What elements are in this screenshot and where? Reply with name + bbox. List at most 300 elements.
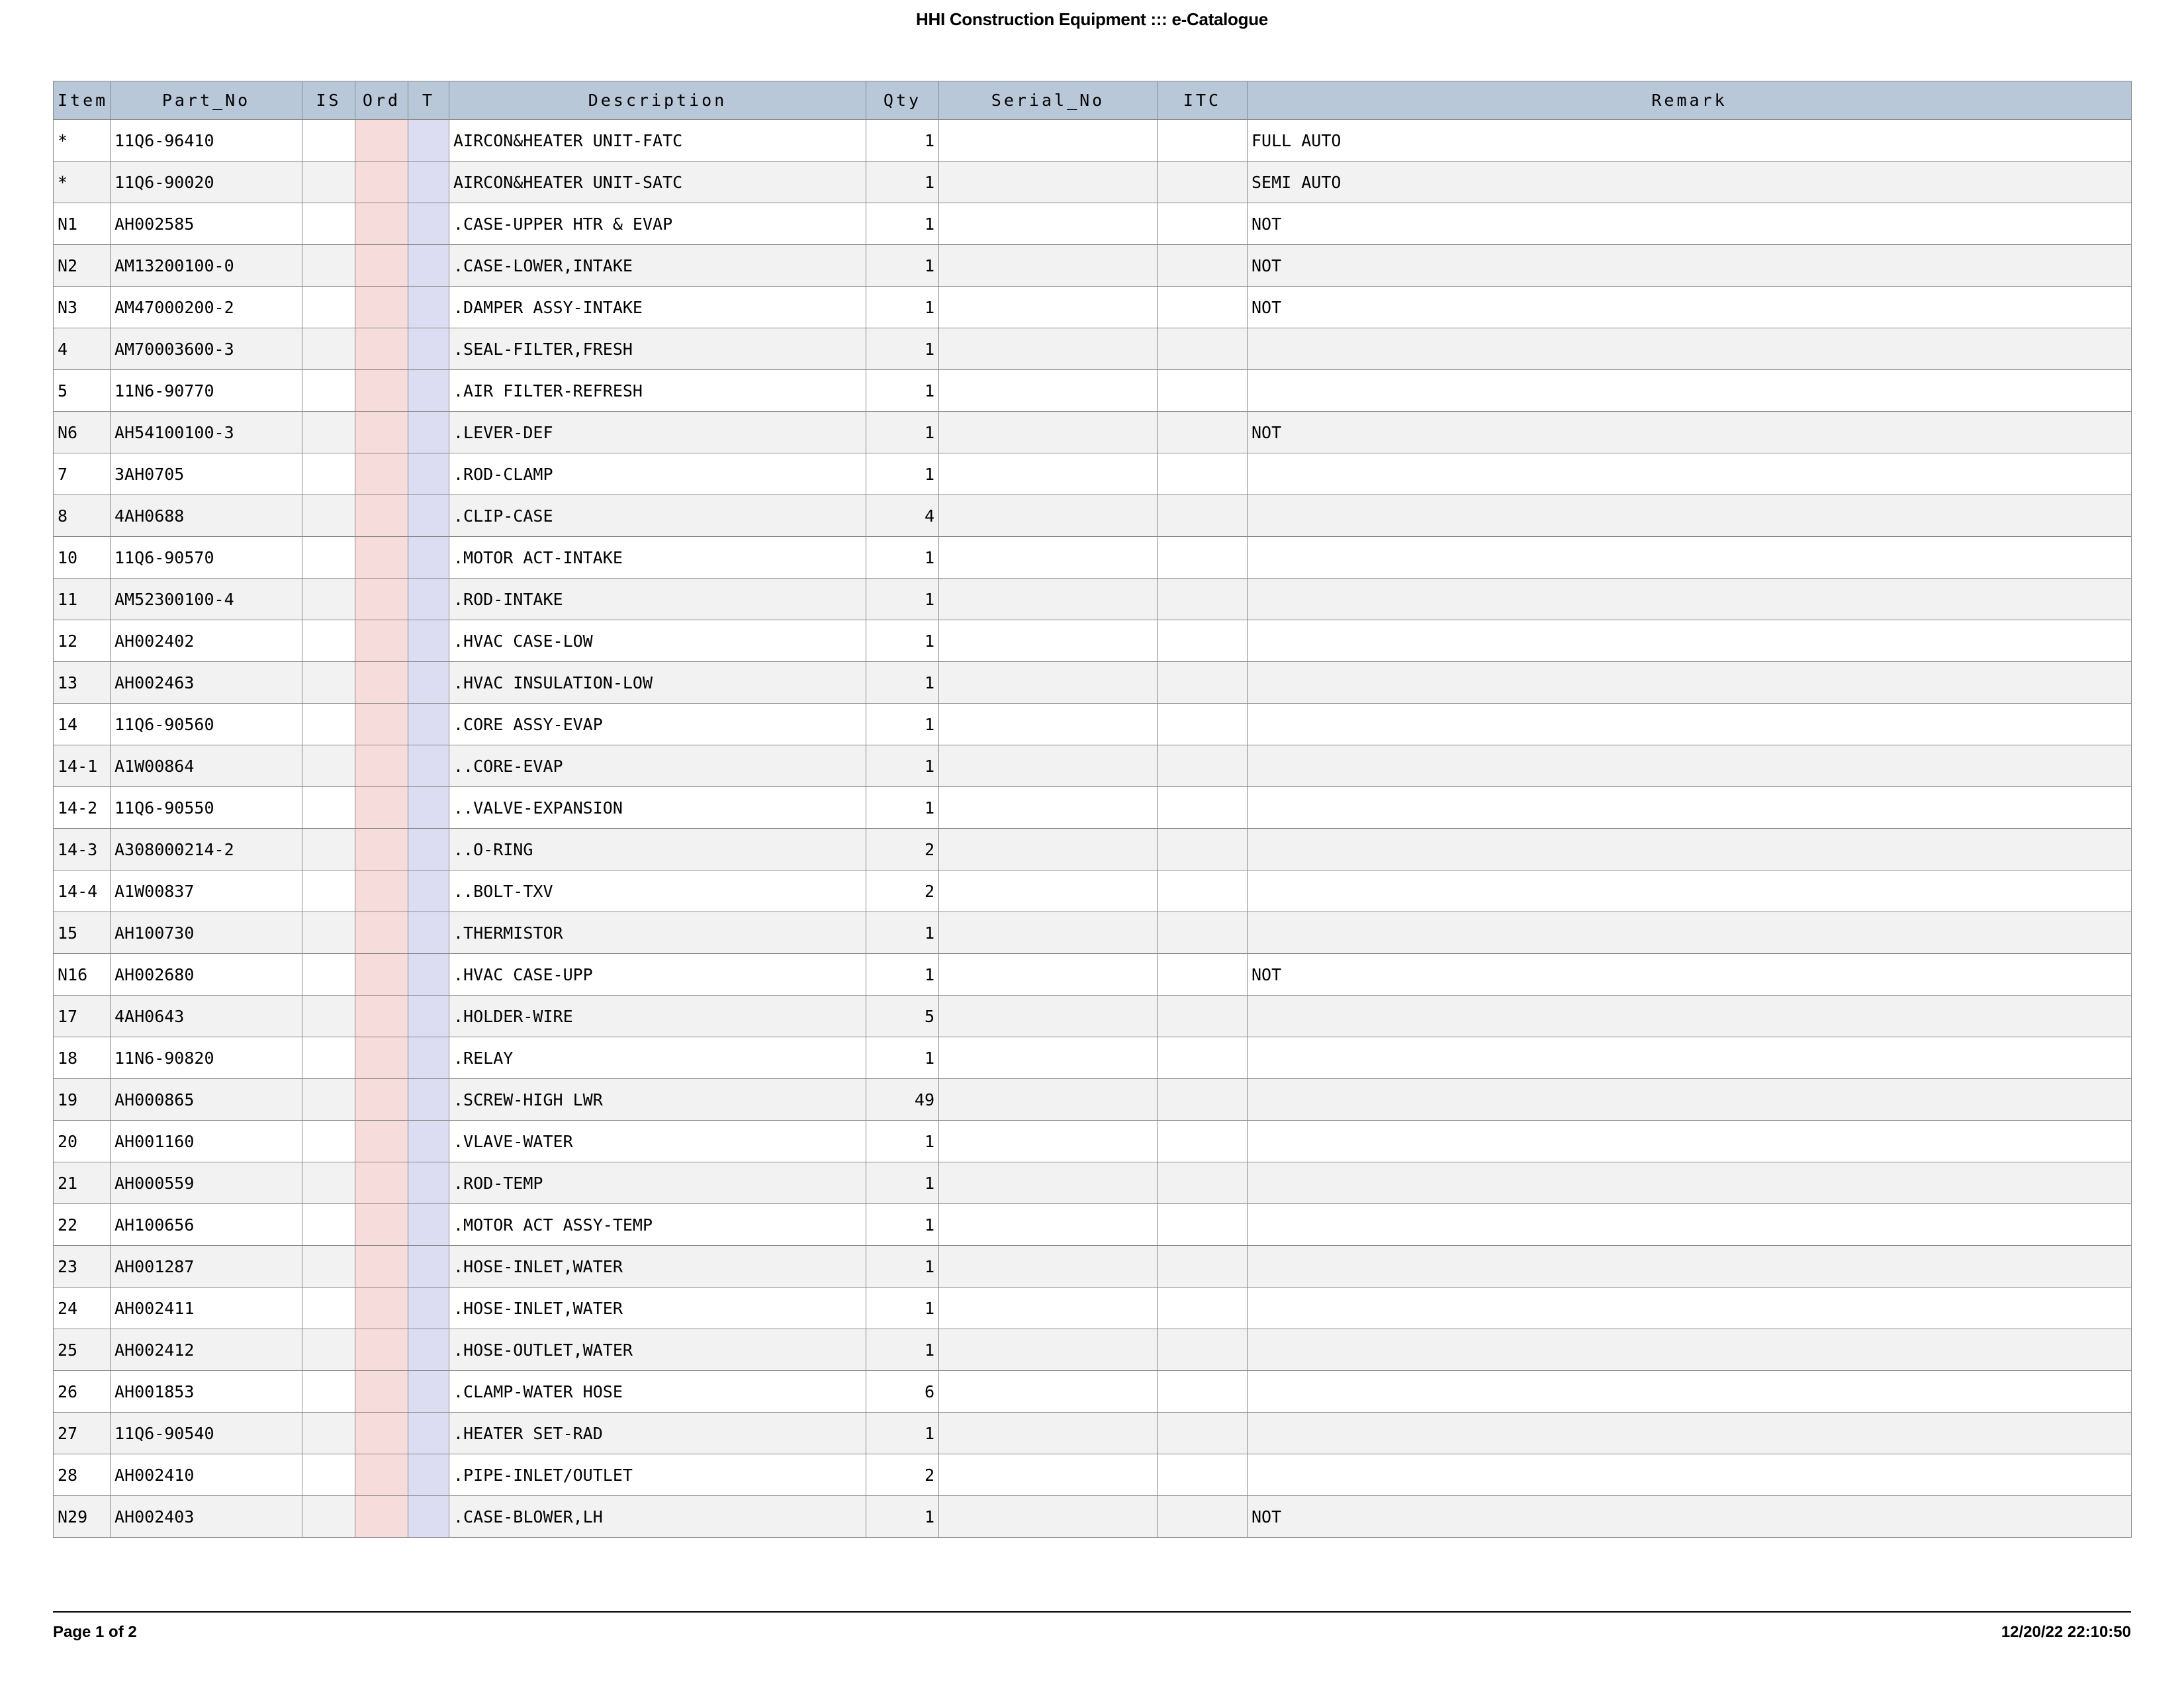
cell-description: ..O-RING — [449, 829, 866, 870]
cell-t — [408, 996, 449, 1037]
cell-item: 7 — [54, 453, 111, 495]
cell-description: .HEATER SET-RAD — [449, 1413, 866, 1454]
cell-qty: 1 — [866, 1121, 939, 1162]
cell-itc — [1158, 996, 1248, 1037]
cell-part-no: AH002463 — [111, 662, 302, 704]
table-row[interactable] — [54, 912, 2132, 954]
page-number: Page 1 of 2 — [53, 1623, 137, 1641]
cell-remark — [1248, 787, 2132, 829]
cell-t — [408, 287, 449, 328]
table-header-row — [54, 81, 2132, 120]
cell-qty: 4 — [866, 495, 939, 537]
cell-remark — [1248, 579, 2132, 620]
cell-ord — [355, 745, 408, 787]
cell-description: .SCREW-HIGH LWR — [449, 1079, 866, 1121]
cell-remark — [1248, 620, 2132, 662]
cell-part-no: A1W00864 — [111, 745, 302, 787]
cell-qty: 2 — [866, 1454, 939, 1496]
cell-part-no: 11Q6-96410 — [111, 120, 302, 162]
cell-serial-no — [939, 1162, 1158, 1204]
table-row[interactable] — [54, 1037, 2132, 1079]
cell-itc — [1158, 537, 1248, 579]
table-row[interactable] — [54, 1121, 2132, 1162]
column-header-serial-no: Serial_No — [939, 81, 1158, 120]
cell-part-no: AH002680 — [111, 954, 302, 996]
cell-qty: 1 — [866, 1413, 939, 1454]
cell-remark — [1248, 328, 2132, 370]
cell-serial-no — [939, 120, 1158, 162]
cell-ord — [355, 495, 408, 537]
cell-ord — [355, 870, 408, 912]
cell-part-no: AH54100100-3 — [111, 412, 302, 453]
cell-serial-no — [939, 579, 1158, 620]
cell-serial-no — [939, 328, 1158, 370]
parts-table — [53, 81, 2132, 1538]
table-row[interactable] — [54, 620, 2132, 662]
cell-item: N1 — [54, 203, 111, 245]
cell-part-no: 11N6-90820 — [111, 1037, 302, 1079]
cell-qty: 49 — [866, 1079, 939, 1121]
table-row[interactable] — [54, 120, 2132, 162]
cell-part-no: 11Q6-90540 — [111, 1413, 302, 1454]
cell-ord — [355, 996, 408, 1037]
cell-serial-no — [939, 912, 1158, 954]
cell-is — [302, 1496, 355, 1538]
cell-itc — [1158, 245, 1248, 287]
cell-remark — [1248, 912, 2132, 954]
table-row[interactable] — [54, 1496, 2132, 1538]
cell-is — [302, 1162, 355, 1204]
cell-serial-no — [939, 704, 1158, 745]
cell-remark — [1248, 996, 2132, 1037]
cell-is — [302, 1121, 355, 1162]
cell-is — [302, 996, 355, 1037]
cell-is — [302, 412, 355, 453]
cell-itc — [1158, 162, 1248, 203]
cell-part-no: AH100656 — [111, 1204, 302, 1246]
cell-itc — [1158, 1371, 1248, 1413]
cell-description: .MOTOR ACT ASSY-TEMP — [449, 1204, 866, 1246]
cell-serial-no — [939, 1079, 1158, 1121]
cell-ord — [355, 120, 408, 162]
cell-remark — [1248, 870, 2132, 912]
cell-item: 28 — [54, 1454, 111, 1496]
cell-part-no: AH002402 — [111, 620, 302, 662]
cell-part-no: 11Q6-90020 — [111, 162, 302, 203]
cell-itc — [1158, 370, 1248, 412]
cell-is — [302, 328, 355, 370]
column-header-qty: Qty — [866, 81, 939, 120]
cell-item: 26 — [54, 1371, 111, 1413]
cell-remark — [1248, 1079, 2132, 1121]
cell-is — [302, 1329, 355, 1371]
cell-description: .RELAY — [449, 1037, 866, 1079]
table-row[interactable] — [54, 453, 2132, 495]
table-row[interactable] — [54, 1371, 2132, 1413]
page-title: HHI Construction Equipment ::: e-Catalogue — [916, 9, 1268, 29]
table-row[interactable] — [54, 996, 2132, 1037]
cell-itc — [1158, 787, 1248, 829]
cell-remark: NOT — [1248, 203, 2132, 245]
cell-item: 14-3 — [54, 829, 111, 870]
cell-is — [302, 829, 355, 870]
cell-serial-no — [939, 745, 1158, 787]
cell-ord — [355, 1121, 408, 1162]
cell-part-no: AH002585 — [111, 203, 302, 245]
cell-item: 12 — [54, 620, 111, 662]
cell-description: .ROD-CLAMP — [449, 453, 866, 495]
cell-item: 14-1 — [54, 745, 111, 787]
column-header-t: T — [408, 81, 449, 120]
table-row[interactable] — [54, 1246, 2132, 1288]
cell-itc — [1158, 620, 1248, 662]
column-header-is: IS — [302, 81, 355, 120]
cell-ord — [355, 620, 408, 662]
cell-itc — [1158, 328, 1248, 370]
cell-is — [302, 1454, 355, 1496]
cell-itc — [1158, 1288, 1248, 1329]
cell-serial-no — [939, 1454, 1158, 1496]
cell-item: 25 — [54, 1329, 111, 1371]
cell-part-no: 4AH0643 — [111, 996, 302, 1037]
cell-itc — [1158, 579, 1248, 620]
table-row[interactable] — [54, 287, 2132, 328]
cell-item: * — [54, 120, 111, 162]
cell-remark — [1248, 1037, 2132, 1079]
cell-remark — [1248, 1121, 2132, 1162]
cell-itc — [1158, 870, 1248, 912]
cell-qty: 1 — [866, 787, 939, 829]
cell-qty: 1 — [866, 203, 939, 245]
cell-ord — [355, 1162, 408, 1204]
cell-t — [408, 1371, 449, 1413]
cell-serial-no — [939, 1329, 1158, 1371]
cell-item: N2 — [54, 245, 111, 287]
cell-is — [302, 912, 355, 954]
cell-qty: 1 — [866, 120, 939, 162]
cell-serial-no — [939, 1037, 1158, 1079]
cell-is — [302, 1246, 355, 1288]
cell-serial-no — [939, 1246, 1158, 1288]
cell-remark — [1248, 1413, 2132, 1454]
cell-item: 5 — [54, 370, 111, 412]
cell-is — [302, 1037, 355, 1079]
cell-qty: 1 — [866, 1288, 939, 1329]
cell-serial-no — [939, 495, 1158, 537]
cell-t — [408, 495, 449, 537]
cell-ord — [355, 412, 408, 453]
cell-serial-no — [939, 453, 1158, 495]
cell-item: 21 — [54, 1162, 111, 1204]
cell-remark — [1248, 1288, 2132, 1329]
table-row[interactable] — [54, 1162, 2132, 1204]
cell-remark — [1248, 1371, 2132, 1413]
cell-is — [302, 120, 355, 162]
cell-qty: 1 — [866, 662, 939, 704]
cell-item: N29 — [54, 1496, 111, 1538]
cell-itc — [1158, 912, 1248, 954]
cell-t — [408, 245, 449, 287]
cell-t — [408, 1496, 449, 1538]
cell-description: .ROD-TEMP — [449, 1162, 866, 1204]
cell-remark: NOT — [1248, 245, 2132, 287]
cell-ord — [355, 787, 408, 829]
table-row[interactable] — [54, 829, 2132, 870]
table-row[interactable] — [54, 579, 2132, 620]
cell-part-no: AM13200100-0 — [111, 245, 302, 287]
cell-remark — [1248, 745, 2132, 787]
cell-t — [408, 1079, 449, 1121]
cell-remark: NOT — [1248, 412, 2132, 453]
cell-is — [302, 787, 355, 829]
cell-itc — [1158, 1246, 1248, 1288]
cell-t — [408, 1288, 449, 1329]
table-row[interactable] — [54, 954, 2132, 996]
cell-itc — [1158, 1413, 1248, 1454]
cell-description: .CORE ASSY-EVAP — [449, 704, 866, 745]
cell-description: .HOSE-INLET,WATER — [449, 1246, 866, 1288]
cell-ord — [355, 954, 408, 996]
table-row[interactable] — [54, 370, 2132, 412]
cell-item: 14 — [54, 704, 111, 745]
cell-serial-no — [939, 870, 1158, 912]
cell-remark — [1248, 1329, 2132, 1371]
cell-is — [302, 1079, 355, 1121]
cell-ord — [355, 1204, 408, 1246]
cell-item: 17 — [54, 996, 111, 1037]
cell-item: N16 — [54, 954, 111, 996]
cell-part-no: AH002403 — [111, 1496, 302, 1538]
cell-qty: 1 — [866, 412, 939, 453]
cell-description: .VLAVE-WATER — [449, 1121, 866, 1162]
cell-is — [302, 537, 355, 579]
cell-qty: 1 — [866, 1496, 939, 1538]
cell-item: 24 — [54, 1288, 111, 1329]
cell-ord — [355, 662, 408, 704]
page-footer — [53, 1611, 2131, 1647]
table-row[interactable] — [54, 662, 2132, 704]
cell-part-no: 11Q6-90560 — [111, 704, 302, 745]
cell-remark — [1248, 537, 2132, 579]
table-row[interactable] — [54, 537, 2132, 579]
cell-remark — [1248, 662, 2132, 704]
cell-t — [408, 1121, 449, 1162]
cell-t — [408, 1329, 449, 1371]
cell-ord — [355, 537, 408, 579]
cell-t — [408, 954, 449, 996]
cell-remark — [1248, 1204, 2132, 1246]
cell-item: 14-2 — [54, 787, 111, 829]
cell-qty: 1 — [866, 620, 939, 662]
cell-serial-no — [939, 245, 1158, 287]
cell-is — [302, 162, 355, 203]
cell-serial-no — [939, 1204, 1158, 1246]
table-row[interactable] — [54, 1454, 2132, 1496]
cell-ord — [355, 1079, 408, 1121]
cell-t — [408, 162, 449, 203]
cell-part-no: 11N6-90770 — [111, 370, 302, 412]
cell-qty: 1 — [866, 1162, 939, 1204]
cell-itc — [1158, 1454, 1248, 1496]
cell-part-no: AH000559 — [111, 1162, 302, 1204]
cell-serial-no — [939, 1413, 1158, 1454]
cell-ord — [355, 1037, 408, 1079]
cell-serial-no — [939, 954, 1158, 996]
table-row[interactable] — [54, 870, 2132, 912]
cell-description: AIRCON&HEATER UNIT-FATC — [449, 120, 866, 162]
cell-serial-no — [939, 412, 1158, 453]
cell-part-no: AM52300100-4 — [111, 579, 302, 620]
cell-is — [302, 495, 355, 537]
cell-part-no: AH000865 — [111, 1079, 302, 1121]
cell-remark: NOT — [1248, 287, 2132, 328]
table-row[interactable] — [54, 203, 2132, 245]
cell-ord — [355, 1288, 408, 1329]
cell-description: .SEAL-FILTER,FRESH — [449, 328, 866, 370]
cell-part-no: AH001287 — [111, 1246, 302, 1288]
cell-itc — [1158, 1329, 1248, 1371]
cell-item: 8 — [54, 495, 111, 537]
cell-t — [408, 1162, 449, 1204]
cell-ord — [355, 1496, 408, 1538]
cell-t — [408, 620, 449, 662]
column-header-item: Item — [54, 81, 111, 120]
cell-t — [408, 745, 449, 787]
cell-qty: 2 — [866, 829, 939, 870]
table-row[interactable] — [54, 412, 2132, 453]
cell-is — [302, 1204, 355, 1246]
cell-item: 22 — [54, 1204, 111, 1246]
cell-description: .HOSE-INLET,WATER — [449, 1288, 866, 1329]
table-row[interactable] — [54, 1413, 2132, 1454]
cell-item: N3 — [54, 287, 111, 328]
cell-ord — [355, 162, 408, 203]
cell-remark: NOT — [1248, 954, 2132, 996]
cell-itc — [1158, 1162, 1248, 1204]
table-row[interactable] — [54, 745, 2132, 787]
cell-itc — [1158, 453, 1248, 495]
cell-qty: 1 — [866, 912, 939, 954]
cell-item: 13 — [54, 662, 111, 704]
cell-qty: 1 — [866, 287, 939, 328]
cell-itc — [1158, 287, 1248, 328]
cell-ord — [355, 912, 408, 954]
table-row[interactable] — [54, 1079, 2132, 1121]
cell-is — [302, 745, 355, 787]
cell-itc — [1158, 120, 1248, 162]
cell-ord — [355, 245, 408, 287]
table-row[interactable] — [54, 1204, 2132, 1246]
cell-itc — [1158, 1079, 1248, 1121]
cell-qty: 1 — [866, 745, 939, 787]
cell-description: .PIPE-INLET/OUTLET — [449, 1454, 866, 1496]
table-row[interactable] — [54, 495, 2132, 537]
cell-description: AIRCON&HEATER UNIT-SATC — [449, 162, 866, 203]
cell-part-no: AH002410 — [111, 1454, 302, 1496]
table-row[interactable] — [54, 1329, 2132, 1371]
cell-description: .ROD-INTAKE — [449, 579, 866, 620]
cell-serial-no — [939, 662, 1158, 704]
cell-t — [408, 120, 449, 162]
cell-remark — [1248, 1162, 2132, 1204]
cell-part-no: AM70003600-3 — [111, 328, 302, 370]
cell-description: .CASE-UPPER HTR & EVAP — [449, 203, 866, 245]
cell-item: 27 — [54, 1413, 111, 1454]
table-row[interactable] — [54, 162, 2132, 203]
cell-t — [408, 579, 449, 620]
cell-description: .MOTOR ACT-INTAKE — [449, 537, 866, 579]
cell-serial-no — [939, 829, 1158, 870]
cell-t — [408, 1454, 449, 1496]
cell-remark: NOT — [1248, 1496, 2132, 1538]
table-row[interactable] — [54, 328, 2132, 370]
table-row[interactable] — [54, 787, 2132, 829]
cell-remark — [1248, 370, 2132, 412]
cell-itc — [1158, 412, 1248, 453]
cell-t — [408, 370, 449, 412]
cell-description: .CLAMP-WATER HOSE — [449, 1371, 866, 1413]
table-row[interactable] — [54, 704, 2132, 745]
cell-serial-no — [939, 620, 1158, 662]
cell-description: .HVAC CASE-LOW — [449, 620, 866, 662]
cell-qty: 1 — [866, 1204, 939, 1246]
cell-qty: 6 — [866, 1371, 939, 1413]
cell-itc — [1158, 203, 1248, 245]
cell-description: .HOSE-OUTLET,WATER — [449, 1329, 866, 1371]
cell-qty: 1 — [866, 328, 939, 370]
cell-ord — [355, 1329, 408, 1371]
cell-remark — [1248, 1246, 2132, 1288]
cell-ord — [355, 1454, 408, 1496]
cell-ord — [355, 579, 408, 620]
cell-itc — [1158, 954, 1248, 996]
cell-ord — [355, 829, 408, 870]
cell-item: N6 — [54, 412, 111, 453]
cell-part-no: 3AH0705 — [111, 453, 302, 495]
cell-qty: 1 — [866, 1246, 939, 1288]
column-header-remark: Remark — [1248, 81, 2132, 120]
cell-itc — [1158, 1037, 1248, 1079]
table-row[interactable] — [54, 1288, 2132, 1329]
column-header-part-no: Part_No — [111, 81, 302, 120]
cell-description: ..BOLT-TXV — [449, 870, 866, 912]
cell-ord — [355, 287, 408, 328]
table-row[interactable] — [54, 245, 2132, 287]
cell-qty: 1 — [866, 1037, 939, 1079]
cell-part-no: AH100730 — [111, 912, 302, 954]
cell-ord — [355, 1413, 408, 1454]
cell-itc — [1158, 1121, 1248, 1162]
cell-serial-no — [939, 162, 1158, 203]
cell-remark — [1248, 704, 2132, 745]
cell-qty: 1 — [866, 579, 939, 620]
table-body — [54, 120, 2132, 1538]
cell-t — [408, 870, 449, 912]
cell-part-no: AH001160 — [111, 1121, 302, 1162]
table-header — [54, 81, 2132, 120]
cell-item: 18 — [54, 1037, 111, 1079]
cell-serial-no — [939, 1371, 1158, 1413]
cell-qty: 1 — [866, 537, 939, 579]
cell-qty: 5 — [866, 996, 939, 1037]
cell-description: ..VALVE-EXPANSION — [449, 787, 866, 829]
cell-item: * — [54, 162, 111, 203]
cell-itc — [1158, 1204, 1248, 1246]
cell-is — [302, 662, 355, 704]
cell-ord — [355, 203, 408, 245]
cell-description: .THERMISTOR — [449, 912, 866, 954]
cell-item: 10 — [54, 537, 111, 579]
